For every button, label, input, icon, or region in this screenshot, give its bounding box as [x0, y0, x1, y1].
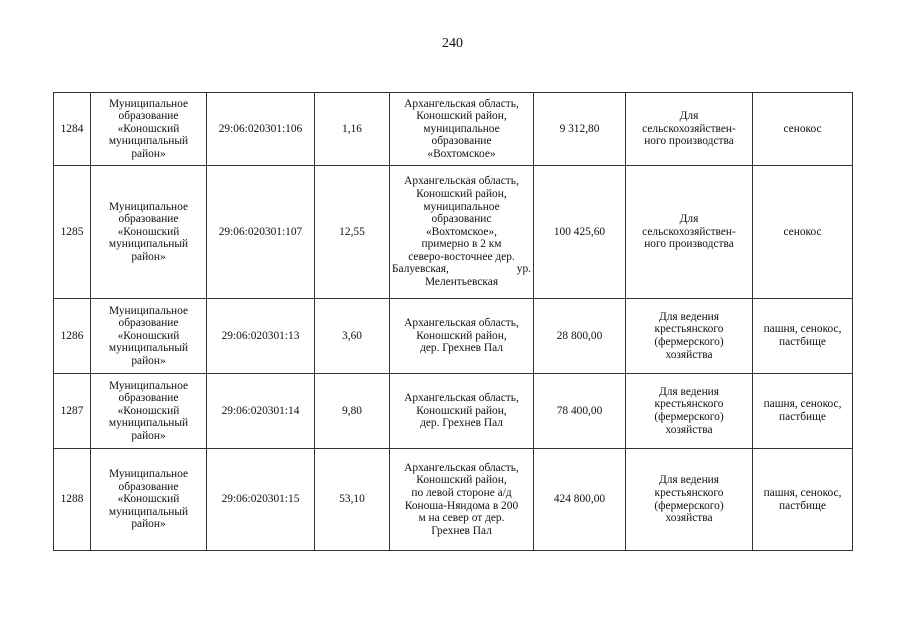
address-line: Архангельская область,: [404, 97, 519, 110]
cadastral-number-cell: 29:06:020301:13: [207, 299, 315, 374]
address-line: Архангельская область,: [404, 175, 519, 188]
owner-line: муниципальный: [108, 238, 189, 251]
owner-line: район»: [131, 250, 166, 263]
owner-line: «Коношский: [117, 404, 180, 417]
owner-cell: [91, 449, 207, 551]
address-line: Коношский район,: [416, 187, 507, 200]
owner-line: район»: [131, 429, 166, 442]
address-line: муниципальное: [423, 122, 500, 135]
row-number-cell: 1287: [54, 374, 91, 449]
category-line: (фермерского): [654, 499, 724, 512]
address-line: дер. Грехнев Пал: [420, 417, 503, 430]
address-line: Коношский район,: [416, 329, 507, 342]
address-line: «Вохтомское»: [427, 147, 496, 160]
address-line: Архангельская область,: [404, 461, 519, 474]
row-number-cell: 1284: [54, 93, 91, 166]
address-cell: [390, 166, 534, 299]
table-row: [54, 374, 853, 449]
address-line: Архангельская область,: [404, 392, 519, 405]
category-line: Для: [679, 110, 699, 123]
category-line: сельскохозяйствен-: [642, 225, 736, 238]
owner-line: образование: [118, 392, 179, 405]
category-line: (фермерского): [654, 411, 724, 423]
owner-line: Муниципальное: [108, 304, 189, 317]
address-cell: [390, 449, 534, 551]
land-use-line: пашня, сенокос,: [763, 486, 842, 499]
category-line: хозяйства: [665, 348, 713, 361]
address-line: Грехнев Пал: [431, 524, 492, 537]
area-cell: 3,60: [315, 299, 390, 374]
address-line: Коноша-Няндома в 200: [404, 499, 519, 512]
cadastral-number-cell: 29:06:020301:106: [207, 93, 315, 166]
address-line: северо-восточнее дер.: [408, 250, 515, 263]
land-use-line: пастбище: [779, 499, 826, 512]
land-use-line: сенокос: [783, 225, 822, 238]
category-cell: [626, 374, 753, 449]
table-row: [54, 166, 853, 299]
owner-line: образование: [118, 213, 179, 226]
address-line: по левой стороне а/д: [411, 486, 512, 499]
address-line: «Вохтомское»,: [425, 225, 498, 238]
land-registry-table: [53, 92, 853, 551]
address-cell: [390, 93, 534, 166]
owner-line: «Коношский: [117, 122, 180, 135]
land-use-line: пастбище: [779, 336, 826, 348]
owner-cell: [91, 374, 207, 449]
owner-line: «Коношский: [117, 329, 180, 342]
category-cell: [626, 299, 753, 374]
address-line: дер. Грехнев Пал: [420, 342, 503, 355]
category-cell: [626, 449, 753, 551]
cadastral-value-cell: 100 425,60: [534, 166, 626, 299]
cadastral-number-cell: 29:06:020301:107: [207, 166, 315, 299]
area-cell: 9,80: [315, 374, 390, 449]
owner-cell: [91, 93, 207, 166]
owner-line: район»: [131, 147, 166, 160]
address-line: образованис: [431, 213, 492, 226]
row-number-cell: 1286: [54, 299, 91, 374]
category-line: крестьянского: [654, 398, 724, 411]
address-line: Архангельская область,: [404, 317, 519, 330]
land-use-line: сенокос: [783, 122, 822, 135]
land-use-cell: [753, 93, 853, 166]
owner-line: «Коношский: [117, 225, 180, 238]
owner-line: муниципальный: [108, 135, 189, 148]
land-use-line: пашня, сенокос,: [763, 323, 842, 336]
category-line: (фермерского): [654, 336, 724, 348]
address-line: Балуевская, ур.: [392, 263, 531, 276]
address-line: м на север от дер.: [418, 512, 505, 525]
category-cell: [626, 93, 753, 166]
table-body: [54, 93, 853, 551]
category-line: Для: [679, 213, 699, 226]
land-use-cell: [753, 449, 853, 551]
owner-line: образование: [118, 110, 179, 123]
cadastral-number-cell: 29:06:020301:15: [207, 449, 315, 551]
land-use-cell: [753, 166, 853, 299]
area-cell: 12,55: [315, 166, 390, 299]
table-row: [54, 299, 853, 374]
land-use-cell: [753, 374, 853, 449]
owner-line: муниципальный: [108, 505, 189, 518]
address-cell: [390, 299, 534, 374]
category-line: Для ведения: [658, 474, 720, 487]
category-line: Для ведения: [658, 310, 720, 323]
category-line: хозяйства: [665, 512, 713, 525]
address-line: примерно в 2 км: [421, 238, 502, 251]
owner-line: образование: [118, 317, 179, 330]
cadastral-value-cell: 424 800,00: [534, 449, 626, 551]
category-line: крестьянского: [654, 486, 724, 499]
owner-line: муниципальный: [108, 342, 189, 355]
owner-cell: [91, 299, 207, 374]
owner-line: Муниципальное: [108, 97, 189, 110]
page-number: 240: [442, 36, 463, 51]
address-line: Коношский район,: [416, 404, 507, 417]
address-line: Коношский район,: [416, 474, 507, 487]
area-cell: 1,16: [315, 93, 390, 166]
owner-line: район»: [131, 354, 166, 367]
category-line: ного производства: [644, 238, 734, 251]
cadastral-value-cell: 78 400,00: [534, 374, 626, 449]
owner-cell: [91, 166, 207, 299]
owner-line: Муниципальное: [108, 379, 189, 392]
land-use-line: пашня, сенокос,: [763, 398, 842, 411]
address-cell: [390, 374, 534, 449]
cadastral-number-cell: 29:06:020301:14: [207, 374, 315, 449]
category-line: сельскохозяйствен-: [642, 122, 736, 135]
owner-line: Муниципальное: [108, 468, 189, 481]
owner-line: «Коношский: [117, 493, 180, 506]
address-line: Коношский район,: [416, 110, 507, 123]
category-line: Для ведения: [658, 385, 720, 398]
land-use-cell: [753, 299, 853, 374]
owner-line: район»: [131, 518, 166, 531]
owner-line: муниципальный: [108, 417, 189, 430]
owner-line: Муниципальное: [108, 200, 189, 213]
address-line: муниципальное: [423, 200, 500, 213]
category-cell: [626, 166, 753, 299]
category-line: хозяйства: [665, 423, 713, 436]
cadastral-value-cell: 28 800,00: [534, 299, 626, 374]
category-line: ного производства: [644, 135, 734, 148]
owner-line: образование: [118, 480, 179, 493]
table-row: [54, 449, 853, 551]
row-number-cell: 1288: [54, 449, 91, 551]
area-cell: 53,10: [315, 449, 390, 551]
address-line: образование: [431, 135, 492, 148]
address-line: Мелентьевская: [424, 276, 499, 289]
land-use-line: пастбище: [779, 411, 826, 423]
table-row: [54, 93, 853, 166]
cadastral-value-cell: 9 312,80: [534, 93, 626, 166]
category-line: крестьянского: [654, 323, 724, 336]
row-number-cell: 1285: [54, 166, 91, 299]
